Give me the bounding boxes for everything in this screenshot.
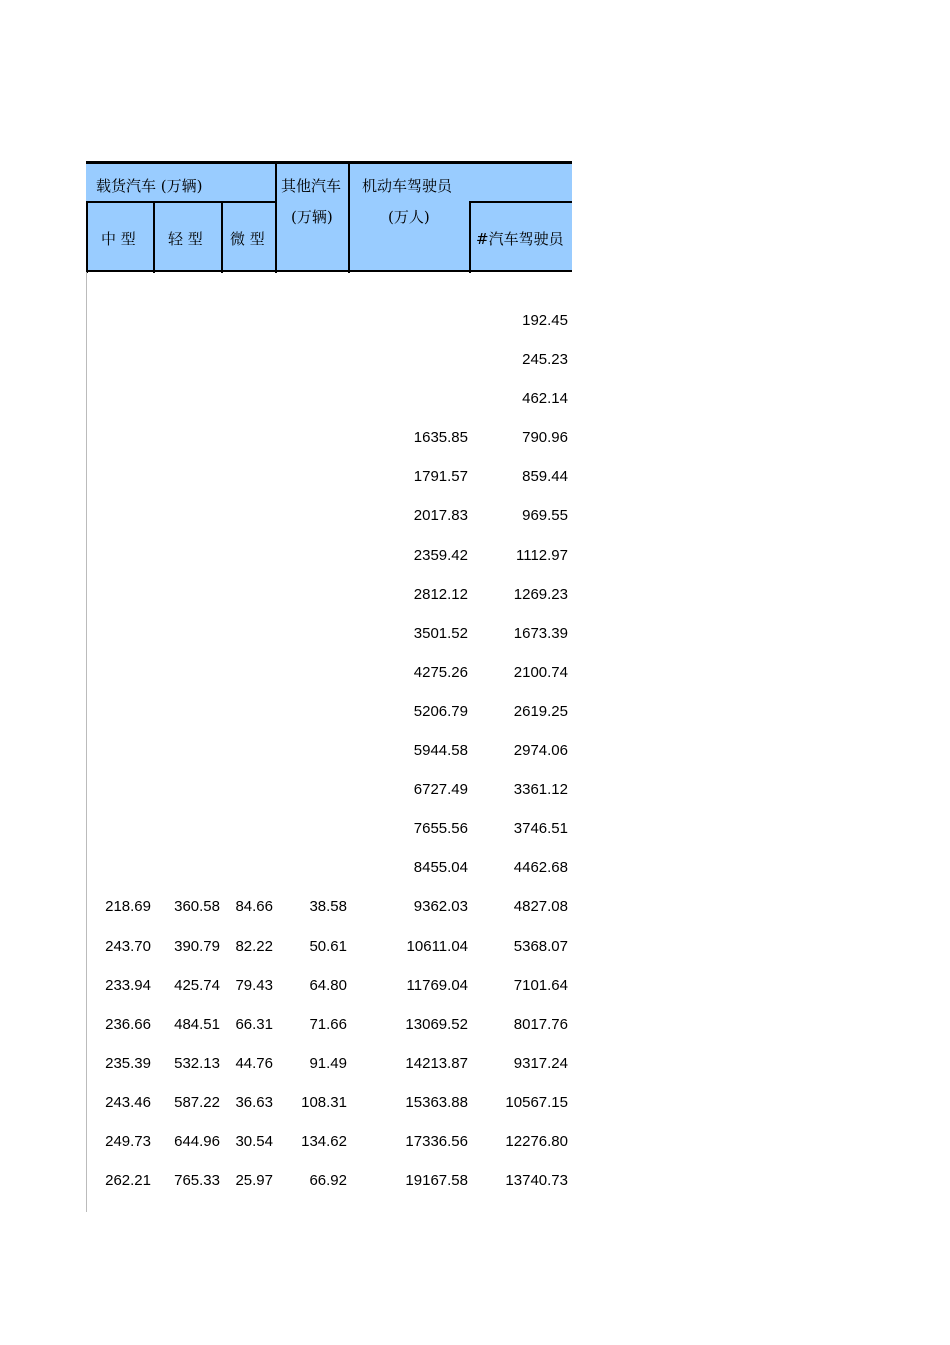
table-cell: 532.13 <box>174 1054 220 1072</box>
header-divider <box>153 201 155 273</box>
table-cell: 19167.58 <box>405 1172 468 1190</box>
table-cell: 10611.04 <box>406 937 468 955</box>
other-vehicles-unit: (万辆) <box>291 208 333 226</box>
table-cell: 765.33 <box>174 1172 220 1190</box>
table-row <box>86 820 572 859</box>
table-cell: 462.14 <box>522 390 568 408</box>
table-cell: 7101.64 <box>513 976 568 994</box>
table-cell: 15363.88 <box>405 1093 468 1111</box>
table-cell: 2100.74 <box>513 663 568 681</box>
drivers-unit: (万人) <box>388 208 430 226</box>
table-row <box>86 351 572 390</box>
table-row <box>86 1094 572 1133</box>
truck-group-label: 载货汽车 (万辆) <box>96 177 203 195</box>
table-cell: 82.22 <box>235 937 273 955</box>
table-row <box>86 742 572 781</box>
table-row <box>86 625 572 664</box>
table-cell: 5944.58 <box>413 742 468 760</box>
table-cell: 79.43 <box>235 976 273 994</box>
table-cell: 1635.85 <box>413 429 468 447</box>
table-cell: 5368.07 <box>513 937 568 955</box>
table-cell: 790.96 <box>522 429 568 447</box>
header-divider <box>86 201 276 203</box>
table-cell: 1791.57 <box>413 468 468 486</box>
table-row <box>86 938 572 977</box>
table-cell: 3501.52 <box>413 624 468 642</box>
table-cell: 6727.49 <box>413 781 468 799</box>
table-cell: 5206.79 <box>413 702 468 720</box>
header-divider <box>469 201 471 273</box>
table-cell: 64.80 <box>309 976 347 994</box>
table-row <box>86 703 572 742</box>
header-divider <box>470 201 572 203</box>
table-row <box>86 1172 572 1211</box>
table-cell: 8017.76 <box>513 1015 568 1033</box>
other-vehicles-label: 其他汽车 <box>281 177 342 195</box>
table-cell: 235.39 <box>105 1054 151 1072</box>
table-cell: 2974.06 <box>513 742 568 760</box>
table-cell: 8455.04 <box>413 859 468 877</box>
table-cell: 50.61 <box>309 937 347 955</box>
table-cell: 9317.24 <box>513 1054 568 1072</box>
table-row <box>86 547 572 586</box>
table-cell: 25.97 <box>235 1172 273 1190</box>
table-cell: 66.92 <box>309 1172 347 1190</box>
table-cell: 17336.56 <box>405 1132 468 1150</box>
header-band <box>86 161 572 272</box>
table-cell: 425.74 <box>174 976 220 994</box>
table-cell: 249.73 <box>105 1132 151 1150</box>
table-cell: 11769.04 <box>406 976 468 994</box>
car-drivers-label: #汽车驾驶员 <box>476 230 564 248</box>
table-cell: 4275.26 <box>413 663 468 681</box>
table-cell: 245.23 <box>522 351 568 369</box>
table-row <box>86 429 572 468</box>
header-divider <box>275 164 277 273</box>
table-cell: 859.44 <box>522 468 568 486</box>
table-row <box>86 781 572 820</box>
table-cell: 10567.15 <box>505 1093 568 1111</box>
table-row <box>86 468 572 507</box>
drivers-label: 机动车驾驶员 <box>362 177 453 195</box>
table-row <box>86 664 572 703</box>
table-row <box>86 586 572 625</box>
table-row <box>86 507 572 546</box>
table-cell: 38.58 <box>309 898 347 916</box>
table-row <box>86 1133 572 1172</box>
table-cell: 233.94 <box>105 976 151 994</box>
table-cell: 7655.56 <box>413 820 468 838</box>
table-cell: 1673.39 <box>513 624 568 642</box>
table-cell: 36.63 <box>235 1093 273 1111</box>
table-cell: 390.79 <box>174 937 220 955</box>
table-cell: 66.31 <box>235 1015 273 1033</box>
table-cell: 9362.03 <box>413 898 468 916</box>
table-cell: 44.76 <box>235 1054 273 1072</box>
header-divider <box>86 201 88 273</box>
table-cell: 969.55 <box>522 507 568 525</box>
table-body <box>86 312 572 1211</box>
table-cell: 4827.08 <box>513 898 568 916</box>
table-cell: 3746.51 <box>513 820 568 838</box>
table-row <box>86 977 572 1016</box>
table-cell: 30.54 <box>235 1132 273 1150</box>
table-cell: 2359.42 <box>413 546 468 564</box>
table-cell: 192.45 <box>522 312 568 329</box>
table-row <box>86 312 572 351</box>
table-cell: 644.96 <box>174 1132 220 1150</box>
table-cell: 262.21 <box>105 1172 151 1190</box>
table-cell: 3361.12 <box>513 781 568 799</box>
table-cell: 1112.97 <box>516 546 568 564</box>
table-cell: 2619.25 <box>513 702 568 720</box>
header-divider <box>221 201 223 273</box>
table-row <box>86 390 572 429</box>
header-divider <box>348 164 350 273</box>
table-cell: 484.51 <box>174 1015 220 1033</box>
table-cell: 13069.52 <box>405 1015 468 1033</box>
table-cell: 243.70 <box>105 937 151 955</box>
table-cell: 84.66 <box>235 898 273 916</box>
table-cell: 12276.80 <box>505 1132 568 1150</box>
mini-label: 微 型 <box>230 230 265 248</box>
table-cell: 587.22 <box>174 1093 220 1111</box>
table-cell: 108.31 <box>301 1093 347 1111</box>
light-label: 轻 型 <box>168 230 203 248</box>
table-row <box>86 1055 572 1094</box>
table-cell: 360.58 <box>174 898 220 916</box>
medium-label: 中 型 <box>101 230 136 248</box>
table-row <box>86 898 572 937</box>
table-row <box>86 1016 572 1055</box>
table-cell: 91.49 <box>309 1054 347 1072</box>
table-cell: 2017.83 <box>413 507 468 525</box>
table-cell: 134.62 <box>301 1132 347 1150</box>
table-cell: 1269.23 <box>513 585 568 603</box>
table-cell: 2812.12 <box>413 585 468 603</box>
table-cell: 71.66 <box>309 1015 347 1033</box>
table-cell: 14213.87 <box>405 1054 468 1072</box>
table-cell: 218.69 <box>105 898 151 916</box>
table-row <box>86 859 572 898</box>
table-cell: 13740.73 <box>505 1172 568 1190</box>
table-cell: 236.66 <box>105 1015 151 1033</box>
table-cell: 243.46 <box>105 1093 151 1111</box>
table-cell: 4462.68 <box>513 859 568 877</box>
